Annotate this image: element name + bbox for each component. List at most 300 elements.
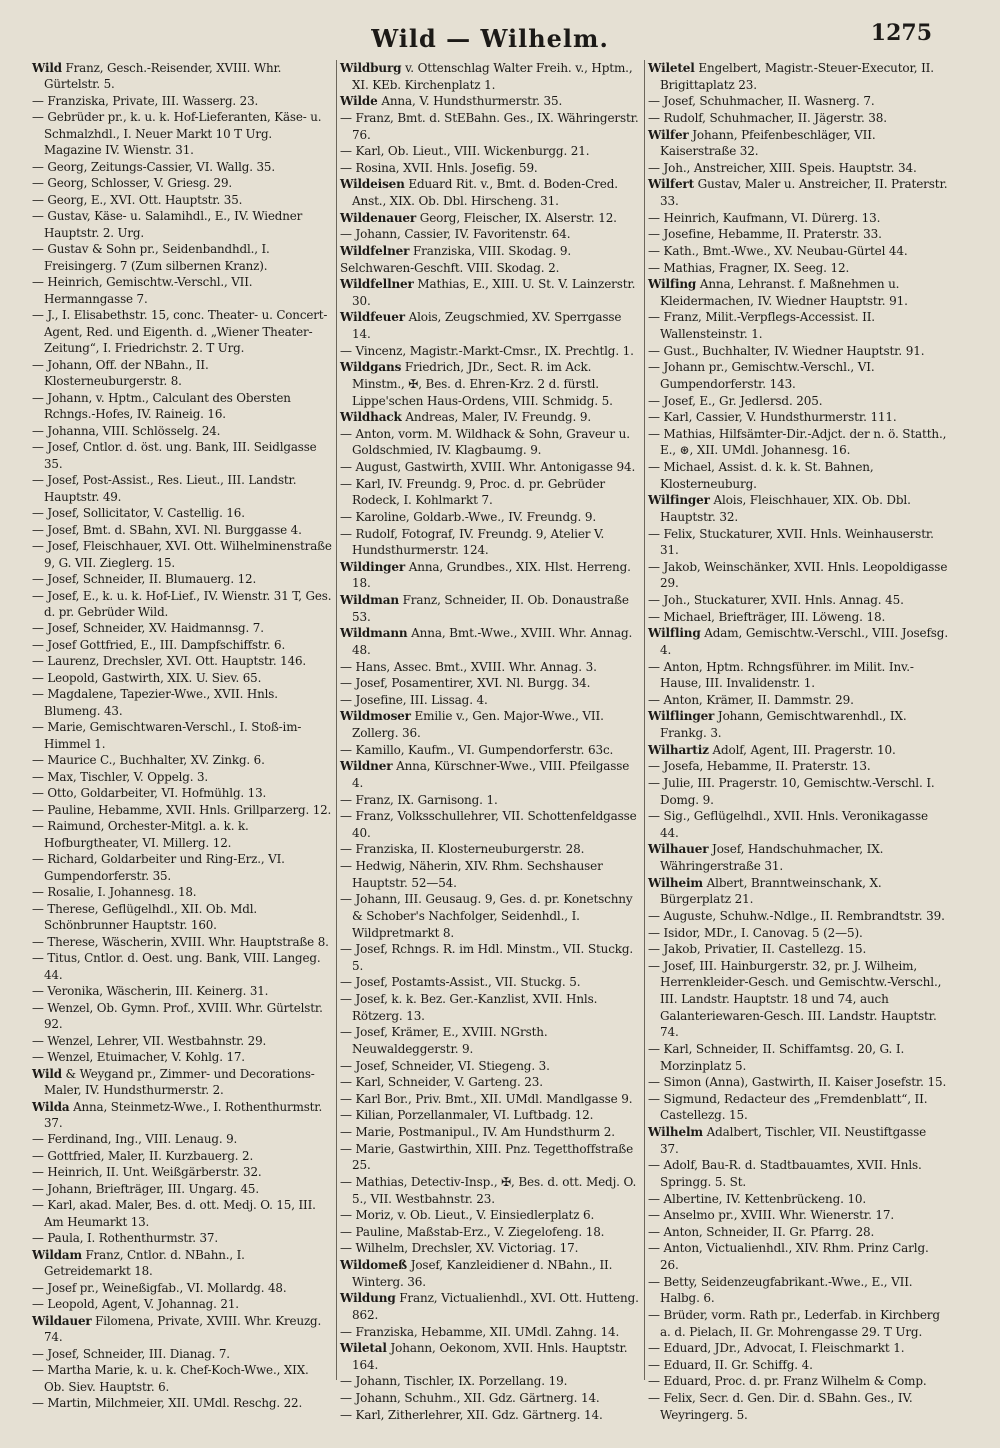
entry-surname: Wildomeß <box>340 1258 408 1272</box>
entry-text: — Josef, Postamts-Assist., VII. Stuckg. 5. <box>340 975 581 990</box>
directory-entry <box>340 276 640 309</box>
directory-entry <box>340 1407 640 1424</box>
entry-text: Johann, Gemischtwarenhdl., IX. Frankg. 3. <box>660 709 907 740</box>
directory-entry <box>648 1124 948 1157</box>
entry-text: — Johann, III. Geusaug. 9, Ges. d. pr. Konetschny & Schober's Nachfolger, Seidenhdl., I. Wildpretmarkt 8. <box>340 892 633 940</box>
entry-text: — Joh., Stuckaturer, XVII. Hnls. Annag. 45. <box>648 593 904 607</box>
directory-entry <box>32 1033 332 1049</box>
directory-entry <box>648 875 948 908</box>
directory-entry <box>340 1224 640 1241</box>
entry-text: Friedrich, JDr., Sect. R. im Ack. Minstm., ✠, Bes. d. Ehren-Krz. 2 d. fürstl. Lippe'schen Haus-Ordens, VIII. Schmidg. 5. <box>352 360 613 408</box>
directory-entry <box>32 950 332 983</box>
entry-text: — August, Gastwirth, XVIII. Whr. Antonigasse 94. <box>340 460 636 474</box>
directory-entry <box>648 925 948 942</box>
entry-text: — Marie, Gemischtwaren-Verschl., I. Stoß-im-Himmel 1. <box>32 720 302 751</box>
directory-entry <box>648 243 948 260</box>
directory-entry <box>32 390 332 423</box>
directory-entry <box>648 260 948 277</box>
column-3 <box>648 60 948 1423</box>
entry-surname: Wildburg <box>340 61 402 75</box>
entry-surname: Wilde <box>340 94 378 109</box>
directory-entry <box>648 1340 948 1357</box>
entry-text: Anna, Grundbes., XIX. Hlst. Herreng. 18. <box>352 559 631 591</box>
entry-surname: Wild <box>32 61 62 75</box>
entry-text: — Jakob, Privatier, II. Castellezg. 15. <box>648 942 867 957</box>
entry-surname: Wilflinger <box>648 709 715 724</box>
entry-text: — Franziska, Hebamme, XII. UMdl. Zahng. 14. <box>340 1324 620 1339</box>
directory-entry <box>648 526 948 559</box>
entry-text: Mathias, E., XIII. U. St. V. Lainzerstr. 30. <box>352 277 636 308</box>
directory-entry <box>648 1074 948 1091</box>
entry-text: — Laurenz, Drechsler, XVI. Ott. Hauptstr. 146. <box>32 654 307 669</box>
entry-text: Franz, Cntlor. d. NBahn., I. Getreidemarkt 18. <box>44 1247 245 1279</box>
directory-entry <box>32 208 332 241</box>
directory-entry <box>340 110 640 143</box>
entry-text: — Eduard, JDr., Advocat, I. Fleischmarkt 1. <box>648 1341 905 1356</box>
directory-entry <box>32 769 332 785</box>
directory-entry <box>340 526 640 559</box>
entry-text: — Eduard, Proc. d. pr. Franz Wilhelm & Comp. <box>648 1374 927 1389</box>
entry-text: — Josef Gottfried, E., III. Dampfschiffstr. 6. <box>32 637 286 652</box>
entry-text: — Wenzel, Lehrer, VII. Westbahnstr. 29. <box>32 1033 267 1048</box>
directory-entry <box>32 670 332 686</box>
entry-surname: Wilhelm <box>648 1125 703 1139</box>
entry-text: — Josefine, III. Lissag. 4. <box>340 692 488 707</box>
directory-entry <box>32 884 332 900</box>
directory-entry <box>340 808 640 841</box>
entry-text: & Weygand pr., Zimmer- und Decorations-Maler, IV. Hundsthurmerstr. 2. <box>44 1066 315 1098</box>
entry-text: v. Ottenschlag Walter Freih. v., Hptm., XI. KEb. Kirchenplatz 1. <box>352 61 633 92</box>
entry-surname: Wilda <box>32 1099 70 1114</box>
entry-text: — Isidor, MDr., I. Canovag. 5 (2—5). <box>648 925 863 940</box>
directory-entry <box>32 851 332 884</box>
entry-text: Engelbert, Magistr.-Steuer-Executor, II. Brigittaplatz 23. <box>660 61 934 92</box>
directory-entry <box>648 409 948 426</box>
directory-entry <box>32 934 332 950</box>
entry-text: Alois, Fleischhauer, XIX. Ob. Dbl. Hauptstr. 32. <box>660 493 911 524</box>
directory-entry <box>32 1148 332 1164</box>
directory-entry <box>340 1240 640 1257</box>
entry-text: — Moriz, v. Ob. Lieut., V. Einsiedlerplatz 6. <box>340 1208 595 1223</box>
directory-entry <box>32 1280 332 1296</box>
entry-surname: Wildung <box>340 1291 396 1306</box>
entry-text: — Adolf, Bau-R. d. Stadtbauamtes, XVII. Hnls. Springg. 5. St. <box>648 1158 922 1189</box>
directory-entry <box>340 1373 640 1390</box>
directory-entry <box>340 974 640 991</box>
entry-text: Anna, V. Hundsthurmerstr. 35. <box>377 94 563 109</box>
entry-text: Selchwaren-Geschft. VIII. Skodag. 2. <box>340 260 560 275</box>
directory-entry <box>340 226 640 243</box>
entry-text: — J., I. Elisabethstr. 15, conc. Theater- u. Concert-Agent, Red. und Eigenth. d. „Wiener Theater-Zeitung“, I. Friedrichstr. 2. T Urg. <box>32 308 328 356</box>
entry-text: — Wilhelm, Drechsler, XV. Victoriag. 17. <box>340 1241 579 1256</box>
directory-entry <box>648 1390 948 1423</box>
directory-entry <box>648 210 948 227</box>
entry-surname: Wilhartiz <box>648 742 709 757</box>
entry-text: — Karl, IV. Freundg. 9, Proc. d. pr. Gebrüder Rodeck, I. Kohlmarkt 7. <box>340 476 605 508</box>
directory-entry <box>32 472 332 505</box>
directory-entry <box>32 274 332 307</box>
entry-text: Andreas, Maler, IV. Freundg. 9. <box>401 410 592 425</box>
entry-text: — Leopold, Gastwirth, XIX. U. Siev. 65. <box>32 670 262 685</box>
entry-text: — Josef, Schneider, III. Dianag. 7. <box>32 1346 230 1361</box>
entry-surname: Wildenauer <box>340 210 417 225</box>
directory-entry <box>340 559 640 592</box>
entry-text: — Kilian, Porzellanmaler, VI. Luftbadg. 12. <box>340 1108 594 1123</box>
directory-entry <box>340 858 640 891</box>
entry-text: — Eduard, II. Gr. Schiffg. 4. <box>648 1357 813 1372</box>
directory-entry <box>340 1174 640 1207</box>
entry-text: — Sig., Geflügelhdl., XVII. Hnls. Veronikagasse 44. <box>648 809 928 840</box>
directory-entry <box>648 841 948 874</box>
directory-entry <box>340 742 640 759</box>
directory-entry <box>648 359 948 392</box>
entry-text: — Johann, Cassier, IV. Favoritenstr. 64. <box>340 227 571 242</box>
column-divider <box>644 60 645 1380</box>
directory-entry <box>648 1157 948 1190</box>
directory-entry <box>340 708 640 741</box>
directory-entry <box>32 1049 332 1065</box>
directory-entry <box>340 659 640 676</box>
entry-text: — Johann, Off. der NBahn., II. Klosterneuburgerstr. 8. <box>32 357 209 389</box>
directory-entry <box>648 559 948 592</box>
directory-entry <box>648 808 948 841</box>
directory-entry <box>648 1357 948 1374</box>
directory-entry <box>648 459 948 492</box>
directory-entry <box>32 1099 332 1132</box>
entry-text: Josef, Kanzleidiener d. NBahn., II. Winterg. 36. <box>352 1258 613 1289</box>
entry-text: Josef, Handschuhmacher, IX. Währingerstraße 31. <box>660 842 884 873</box>
directory-entry <box>32 686 332 719</box>
entry-text: — Otto, Goldarbeiter, VI. Hofmühlg. 13. <box>32 786 267 801</box>
entry-text: Anna, Steinmetz-Wwe., I. Rothenthurmstr. 37. <box>44 1099 323 1130</box>
directory-entry <box>340 991 640 1024</box>
directory-entry <box>32 159 332 175</box>
entry-surname: Wiletal <box>340 1341 387 1356</box>
directory-entry <box>32 241 332 274</box>
directory-entry <box>340 476 640 509</box>
entry-text: — Magdalene, Tapezier-Wwe., XVII. Hnls. Blumeng. 43. <box>32 687 278 718</box>
directory-entry <box>32 620 332 636</box>
entry-text: — Franz, Volksschullehrer, VII. Schottenfeldgasse 40. <box>340 809 637 840</box>
directory-entry <box>32 1181 332 1197</box>
directory-entry <box>340 210 640 227</box>
entry-text: — Josef, Sollicitator, V. Castellig. 16. <box>32 506 245 521</box>
directory-entry <box>648 426 948 459</box>
entry-text: — Franz, IX. Garnisong. 1. <box>340 792 498 807</box>
directory-entry <box>648 625 948 658</box>
directory-entry <box>648 592 948 609</box>
entry-text: — Auguste, Schuhw.-Ndlge., II. Rembrandtstr. 39. <box>648 908 945 923</box>
entry-text: — Martin, Milchmeier, XII. UMdl. Reschg. 22. <box>32 1396 303 1411</box>
entry-text: — Johanna, VIII. Schlösselg. 24. <box>32 423 221 438</box>
directory-entry <box>648 708 948 741</box>
entry-text: — Mathias, Detectiv-Insp., ✠, Bes. d. ott. Medj. O. 5., VII. Westbahnstr. 23. <box>340 1174 637 1206</box>
entry-text: — Johann, Schuhm., XII. Gdz. Gärtnerg. 14. <box>340 1391 600 1405</box>
directory-entry <box>340 509 640 526</box>
directory-entry <box>648 609 948 626</box>
entry-text: Adam, Gemischtw.-Verschl., VIII. Josefsg. 4. <box>660 626 948 657</box>
directory-entry <box>648 176 948 209</box>
directory-entry <box>648 343 948 360</box>
entry-text: — Felix, Stuckaturer, XVII. Hnls. Weinhauserstr. 31. <box>648 526 934 558</box>
directory-entry <box>32 802 332 818</box>
entry-text: — Josef, Rchngs. R. im Hdl. Minstm., VII. Stuckg. 5. <box>340 942 634 973</box>
directory-entry <box>648 1373 948 1390</box>
directory-entry <box>648 160 948 177</box>
directory-entry <box>32 752 332 768</box>
entry-text: — Franziska, II. Klosterneuburgerstr. 28. <box>340 842 585 857</box>
entry-text: — Hans, Assec. Bmt., XVIII. Whr. Annag. 3. <box>340 659 597 674</box>
entry-text: — Josefa, Hebamme, II. Praterstr. 13. <box>648 759 871 774</box>
directory-entry <box>340 1024 640 1057</box>
directory-entry <box>340 1074 640 1091</box>
directory-entry <box>32 1066 332 1099</box>
entry-text: — Marie, Gastwirthin, XIII. Pnz. Tegetthoffstraße 25. <box>340 1141 634 1173</box>
entry-text: — Georg, Zeitungs-Cassier, VI. Wallg. 35. <box>32 159 275 174</box>
entry-text: — Simon (Anna), Gastwirth, II. Kaiser Josefstr. 15. <box>648 1075 947 1090</box>
directory-entry <box>340 1141 640 1174</box>
entry-text: — Wenzel, Ob. Gymn. Prof., XVIII. Whr. Gürtelstr. 92. <box>32 1000 323 1032</box>
entry-text: — Marie, Postmanipul., IV. Am Hundsthurm 2. <box>340 1125 615 1139</box>
entry-text: — Johann, Briefträger, III. Ungarg. 45. <box>32 1181 259 1196</box>
entry-text: — Georg, E., XVI. Ott. Hauptstr. 35. <box>32 192 243 207</box>
entry-text: — Josef, Fleischhauer, XVI. Ott. Wilhelminenstraße 9, G. VII. Zieglerg. 15. <box>32 539 332 570</box>
directory-entry <box>32 1247 332 1280</box>
directory-entry <box>32 637 332 653</box>
entry-text: — Rudolf, Schuhmacher, II. Jägerstr. 38. <box>648 110 887 125</box>
directory-entry <box>340 625 640 658</box>
directory-entry <box>32 901 332 934</box>
directory-entry <box>648 127 948 160</box>
entry-text: — Josefine, Hebamme, II. Praterstr. 33. <box>648 227 882 242</box>
entry-surname: Wilfinger <box>648 493 710 508</box>
entry-text: — Joh., Anstreicher, XIII. Speis. Hauptstr. 34. <box>648 160 917 175</box>
entry-text: — Georg, Schlosser, V. Griesg. 29. <box>32 176 232 191</box>
directory-entry <box>32 1395 332 1411</box>
entry-text: — Josef, Schuhmacher, II. Wasnerg. 7. <box>648 94 875 109</box>
entry-text: — Pauline, Maßstab-Erz., V. Ziegelofeng. 18. <box>340 1224 605 1239</box>
directory-entry <box>32 983 332 999</box>
directory-entry <box>32 357 332 390</box>
entry-surname: Wildinger <box>340 559 406 574</box>
entry-text: — Anton, Krämer, II. Dammstr. 29. <box>648 692 854 707</box>
directory-entry <box>340 1207 640 1224</box>
entry-surname: Wildfeuer <box>340 310 405 325</box>
directory-entry <box>32 423 332 439</box>
directory-entry <box>32 1362 332 1395</box>
directory-entry <box>340 1058 640 1075</box>
entry-text: — Karl, Schneider, II. Schiffamtsg. 20, G. I. Morzinplatz 5. <box>648 1041 905 1073</box>
directory-entry <box>340 459 640 476</box>
entry-text: Filomena, Private, XVIII. Whr. Kreuzg. 74. <box>44 1313 322 1345</box>
entry-text: — Maurice C., Buchhalter, XV. Zinkg. 6. <box>32 753 265 768</box>
entry-text: — Betty, Seidenzeugfabrikant.-Wwe., E., VII. Halbg. 6. <box>648 1274 913 1306</box>
directory-entry <box>648 1041 948 1074</box>
entry-surname: Wildam <box>32 1247 82 1262</box>
entry-surname: Wildauer <box>32 1313 92 1328</box>
entry-text: — Josef, Schneider, VI. Stiegeng. 3. <box>340 1058 550 1073</box>
directory-entry <box>340 1091 640 1108</box>
directory-entry <box>32 60 332 93</box>
entry-text: — Jakob, Weinschänker, XVII. Hnls. Leopoldigasse 29. <box>648 559 948 591</box>
directory-entry <box>32 1000 332 1033</box>
entry-text: — Heinrich, Gemischtw.-Verschl., VII. Hermanngasse 7. <box>32 275 253 306</box>
entry-text: — Anselmo pr., XVIII. Whr. Wienerstr. 17. <box>648 1208 895 1223</box>
directory-entry <box>32 1131 332 1147</box>
entry-text: — Wenzel, Etuimacher, V. Kohlg. 17. <box>32 1050 245 1065</box>
column-2 <box>340 60 640 1423</box>
entry-surname: Wiletel <box>648 61 695 75</box>
directory-entry <box>648 775 948 808</box>
entry-text: — Karl Bor., Priv. Bmt., XII. UMdl. Mandlgasse 9. <box>340 1091 633 1106</box>
directory-entry <box>32 1230 332 1246</box>
entry-text: Adolf, Agent, III. Pragerstr. 10. <box>708 742 896 757</box>
entry-text: — Johann, Tischler, IX. Porzellang. 19. <box>340 1374 568 1389</box>
directory-entry <box>648 110 948 127</box>
entry-text: — Josef, Bmt. d. SBahn, XVI. Nl. Burggasse 4. <box>32 522 302 537</box>
directory-entry <box>32 785 332 801</box>
directory-entry <box>340 592 640 625</box>
entry-surname: Wildgans <box>340 360 402 375</box>
directory-entry <box>32 588 332 621</box>
directory-entry <box>32 571 332 587</box>
directory-entry <box>32 522 332 538</box>
directory-entry <box>340 758 640 791</box>
directory-entry <box>340 1107 640 1124</box>
entry-text: — Josef, E., Gr. Jedlersd. 205. <box>648 393 823 408</box>
entry-text: — Albertine, IV. Kettenbrückeng. 10. <box>648 1191 867 1206</box>
directory-entry <box>648 742 948 759</box>
entry-text: — Johann pr., Gemischtw.-Verschl., VI. Gumpendorferstr. 143. <box>648 360 875 391</box>
entry-text: — Brüder, vorm. Rath pr., Lederfab. in Kirchberg a. d. Pielach, II. Gr. Mohrengasse 29. T Urg. <box>648 1307 940 1339</box>
entry-text: Franz, Victualienhdl., XVI. Ott. Hutteng. 862. <box>352 1291 639 1322</box>
entry-surname: Wilheim <box>648 875 703 890</box>
directory-entry <box>648 309 948 342</box>
entry-text: — Raimund, Orchester-Mitgl. a. k. k. Hofburgtheater, VI. Millerg. 12. <box>32 819 249 850</box>
directory-entry <box>340 60 640 93</box>
entry-text: Albert, Branntweinschank, X. Bürgerplatz 21. <box>660 875 882 907</box>
entry-text: — Heinrich, II. Unt. Weißgärberstr. 32. <box>32 1165 262 1180</box>
entry-text: — Vincenz, Magistr.-Markt-Cmsr., IX. Prechtlg. 1. <box>340 343 634 358</box>
entry-text: — Heinrich, Kaufmann, VI. Dürerg. 13. <box>648 210 881 225</box>
directory-entry <box>340 309 640 342</box>
entry-text: — Michael, Briefträger, III. Löweng. 18. <box>648 609 886 624</box>
directory-entry <box>32 1313 332 1346</box>
entry-text: — Veronika, Wäscherin, III. Keinerg. 31. <box>32 984 269 999</box>
entry-text: — Johann, v. Hptm., Calculant des Obersten Rchngs.-Hofes, IV. Raineig. 16. <box>32 390 291 422</box>
directory-entry <box>32 439 332 472</box>
entry-text: — Franz, Bmt. d. StEBahn. Ges., IX. Währingerstr. 76. <box>340 110 639 142</box>
directory-entry <box>340 1324 640 1341</box>
entry-text: — Rosalie, I. Johannesg. 18. <box>32 885 197 900</box>
directory-entry <box>648 1191 948 1208</box>
directory-entry <box>32 109 332 158</box>
directory-entry <box>32 505 332 521</box>
entry-text: — Paula, I. Rothenthurmstr. 37. <box>32 1231 218 1246</box>
directory-entry <box>340 359 640 409</box>
entry-text: Anna, Lehranst. f. Maßnehmen u. Kleidermachen, IV. Wiedner Hauptstr. 91. <box>660 277 908 308</box>
column-1 <box>32 60 332 1412</box>
entry-text: — Therese, Wäscherin, XVIII. Whr. Hauptstraße 8. <box>32 934 329 949</box>
directory-entry <box>32 307 332 356</box>
entry-text: — Rudolf, Fotograf, IV. Freundg. 9, Atelier V. Hundsthurmerstr. 124. <box>340 526 605 558</box>
directory-entry <box>32 1164 332 1180</box>
directory-entry <box>32 1346 332 1362</box>
entry-surname: Wilfing <box>648 277 697 292</box>
entry-text: — Josef pr., Weineßigfab., VI. Mollardg. 48. <box>32 1280 287 1295</box>
entry-text: — Richard, Goldarbeiter und Ring-Erz., VI. Gumpendorferstr. 35. <box>32 852 285 883</box>
directory-entry <box>648 659 948 692</box>
entry-text: — Gebrüder pr., k. u. k. Hof-Lieferanten, Käse- u. Schmalzhdl., I. Neuer Markt 10 T Urg. Magazine IV. Wienstr. 31. <box>32 110 322 158</box>
directory-entry <box>340 176 640 209</box>
entry-text: — Gustav, Käse- u. Salamihdl., E., IV. Wiedner Hauptstr. 2. Urg. <box>32 209 303 240</box>
entry-text: — Josef, Posamentirer, XVI. Nl. Burgg. 34. <box>340 676 591 691</box>
entry-text: — Karl, Ob. Lieut., VIII. Wickenburgg. 21. <box>340 144 590 159</box>
directory-entry <box>648 492 948 525</box>
entry-text: — Mathias, Fragner, IX. Seeg. 12. <box>648 260 850 275</box>
entry-text: — Karl, Schneider, V. Garteng. 23. <box>340 1075 543 1090</box>
directory-entry <box>340 160 640 177</box>
directory-entry <box>340 260 640 277</box>
entry-text: Eduard Rit. v., Bmt. d. Boden-Cred. Anst., XIX. Ob. Dbl. Hirscheng. 31. <box>352 177 618 208</box>
directory-entry <box>648 1274 948 1307</box>
entry-text: — Michael, Assist. d. k. k. St. Bahnen, Klosterneuburg. <box>648 460 874 491</box>
entry-text: — Anton, Victualienhdl., XIV. Rhm. Prinz Carlg. 26. <box>648 1241 929 1272</box>
entry-surname: Wildeisen <box>340 177 405 192</box>
entry-text: — Josef, Krämer, E., XVIII. NGrsth. Neuwaldeggerstr. 9. <box>340 1025 548 1056</box>
directory-entry <box>648 93 948 110</box>
page-number: 1275 <box>870 20 932 46</box>
entry-text: — Josef, k. k. Bez. Ger.-Kanzlist, XVII. Hnls. Rötzerg. 13. <box>340 992 598 1023</box>
directory-entry <box>648 393 948 410</box>
entry-text: Franz, Schneider, II. Ob. Donaustraße 53. <box>352 593 629 624</box>
entry-surname: Wild <box>32 1066 62 1081</box>
directory-entry <box>340 675 640 692</box>
entry-text: — Gust., Buchhalter, IV. Wiedner Hauptstr. 91. <box>648 343 925 358</box>
entry-surname: Wilhauer <box>648 842 709 857</box>
entry-text: — Felix, Secr. d. Gen. Dir. d. SBahn. Ges., IV. Weyringerg. 5. <box>648 1391 913 1422</box>
entry-text: — Therese, Geflügelhdl., XII. Ob. Mdl. Schönbrunner Hauptstr. 160. <box>32 901 257 933</box>
directory-entry <box>648 1091 948 1124</box>
page-title: Wild — Wilhelm. <box>371 24 609 53</box>
entry-surname: Wilfling <box>648 626 701 641</box>
entry-surname: Wildner <box>340 759 393 774</box>
entry-surname: Wildfelner <box>340 243 410 258</box>
entry-text: — Julie, III. Pragerstr. 10, Gemischtw.-Verschl. I. Domg. 9. <box>648 775 935 807</box>
directory-entry <box>340 143 640 160</box>
entry-text: — Gottfried, Maler, II. Kurzbauerg. 2. <box>32 1148 254 1163</box>
entry-text: — Josef, Cntlor. d. öst. ung. Bank, III. Seidlgasse 35. <box>32 440 317 471</box>
entry-text: — Max, Tischler, V. Oppelg. 3. <box>32 769 209 784</box>
directory-entry <box>340 891 640 941</box>
directory-entry <box>340 1340 640 1373</box>
directory-entry <box>340 692 640 709</box>
entry-text: — Mathias, Hilfsämter-Dir.-Adjct. der n. ö. Statth., E., ⊛, XII. UMdl. Johannesg. 16. <box>648 426 947 458</box>
directory-entry <box>648 1240 948 1273</box>
entry-text: — Martha Marie, k. u. k. Chef-Koch-Wwe., XIX. Ob. Siev. Hauptstr. 6. <box>32 1363 309 1394</box>
entry-text: — Kamillo, Kaufm., VI. Gumpendorferstr. 63c. <box>340 742 614 757</box>
directory-entry <box>32 93 332 109</box>
column-divider <box>336 60 337 1380</box>
entry-text: — Franziska, Private, III. Wasserg. 23. <box>32 93 259 108</box>
entry-text: — Rosina, XVII. Hnls. Josefig. 59. <box>340 160 538 175</box>
directory-entry <box>648 1307 948 1340</box>
entry-text: Johann, Pfeifenbeschläger, VII. Kaiserstraße 32. <box>660 127 876 159</box>
directory-entry <box>340 409 640 426</box>
directory-entry <box>32 1197 332 1230</box>
directory-entry <box>340 792 640 809</box>
entry-text: — Karl, Zitherlehrer, XII. Gdz. Gärtnerg. 14. <box>340 1407 603 1422</box>
